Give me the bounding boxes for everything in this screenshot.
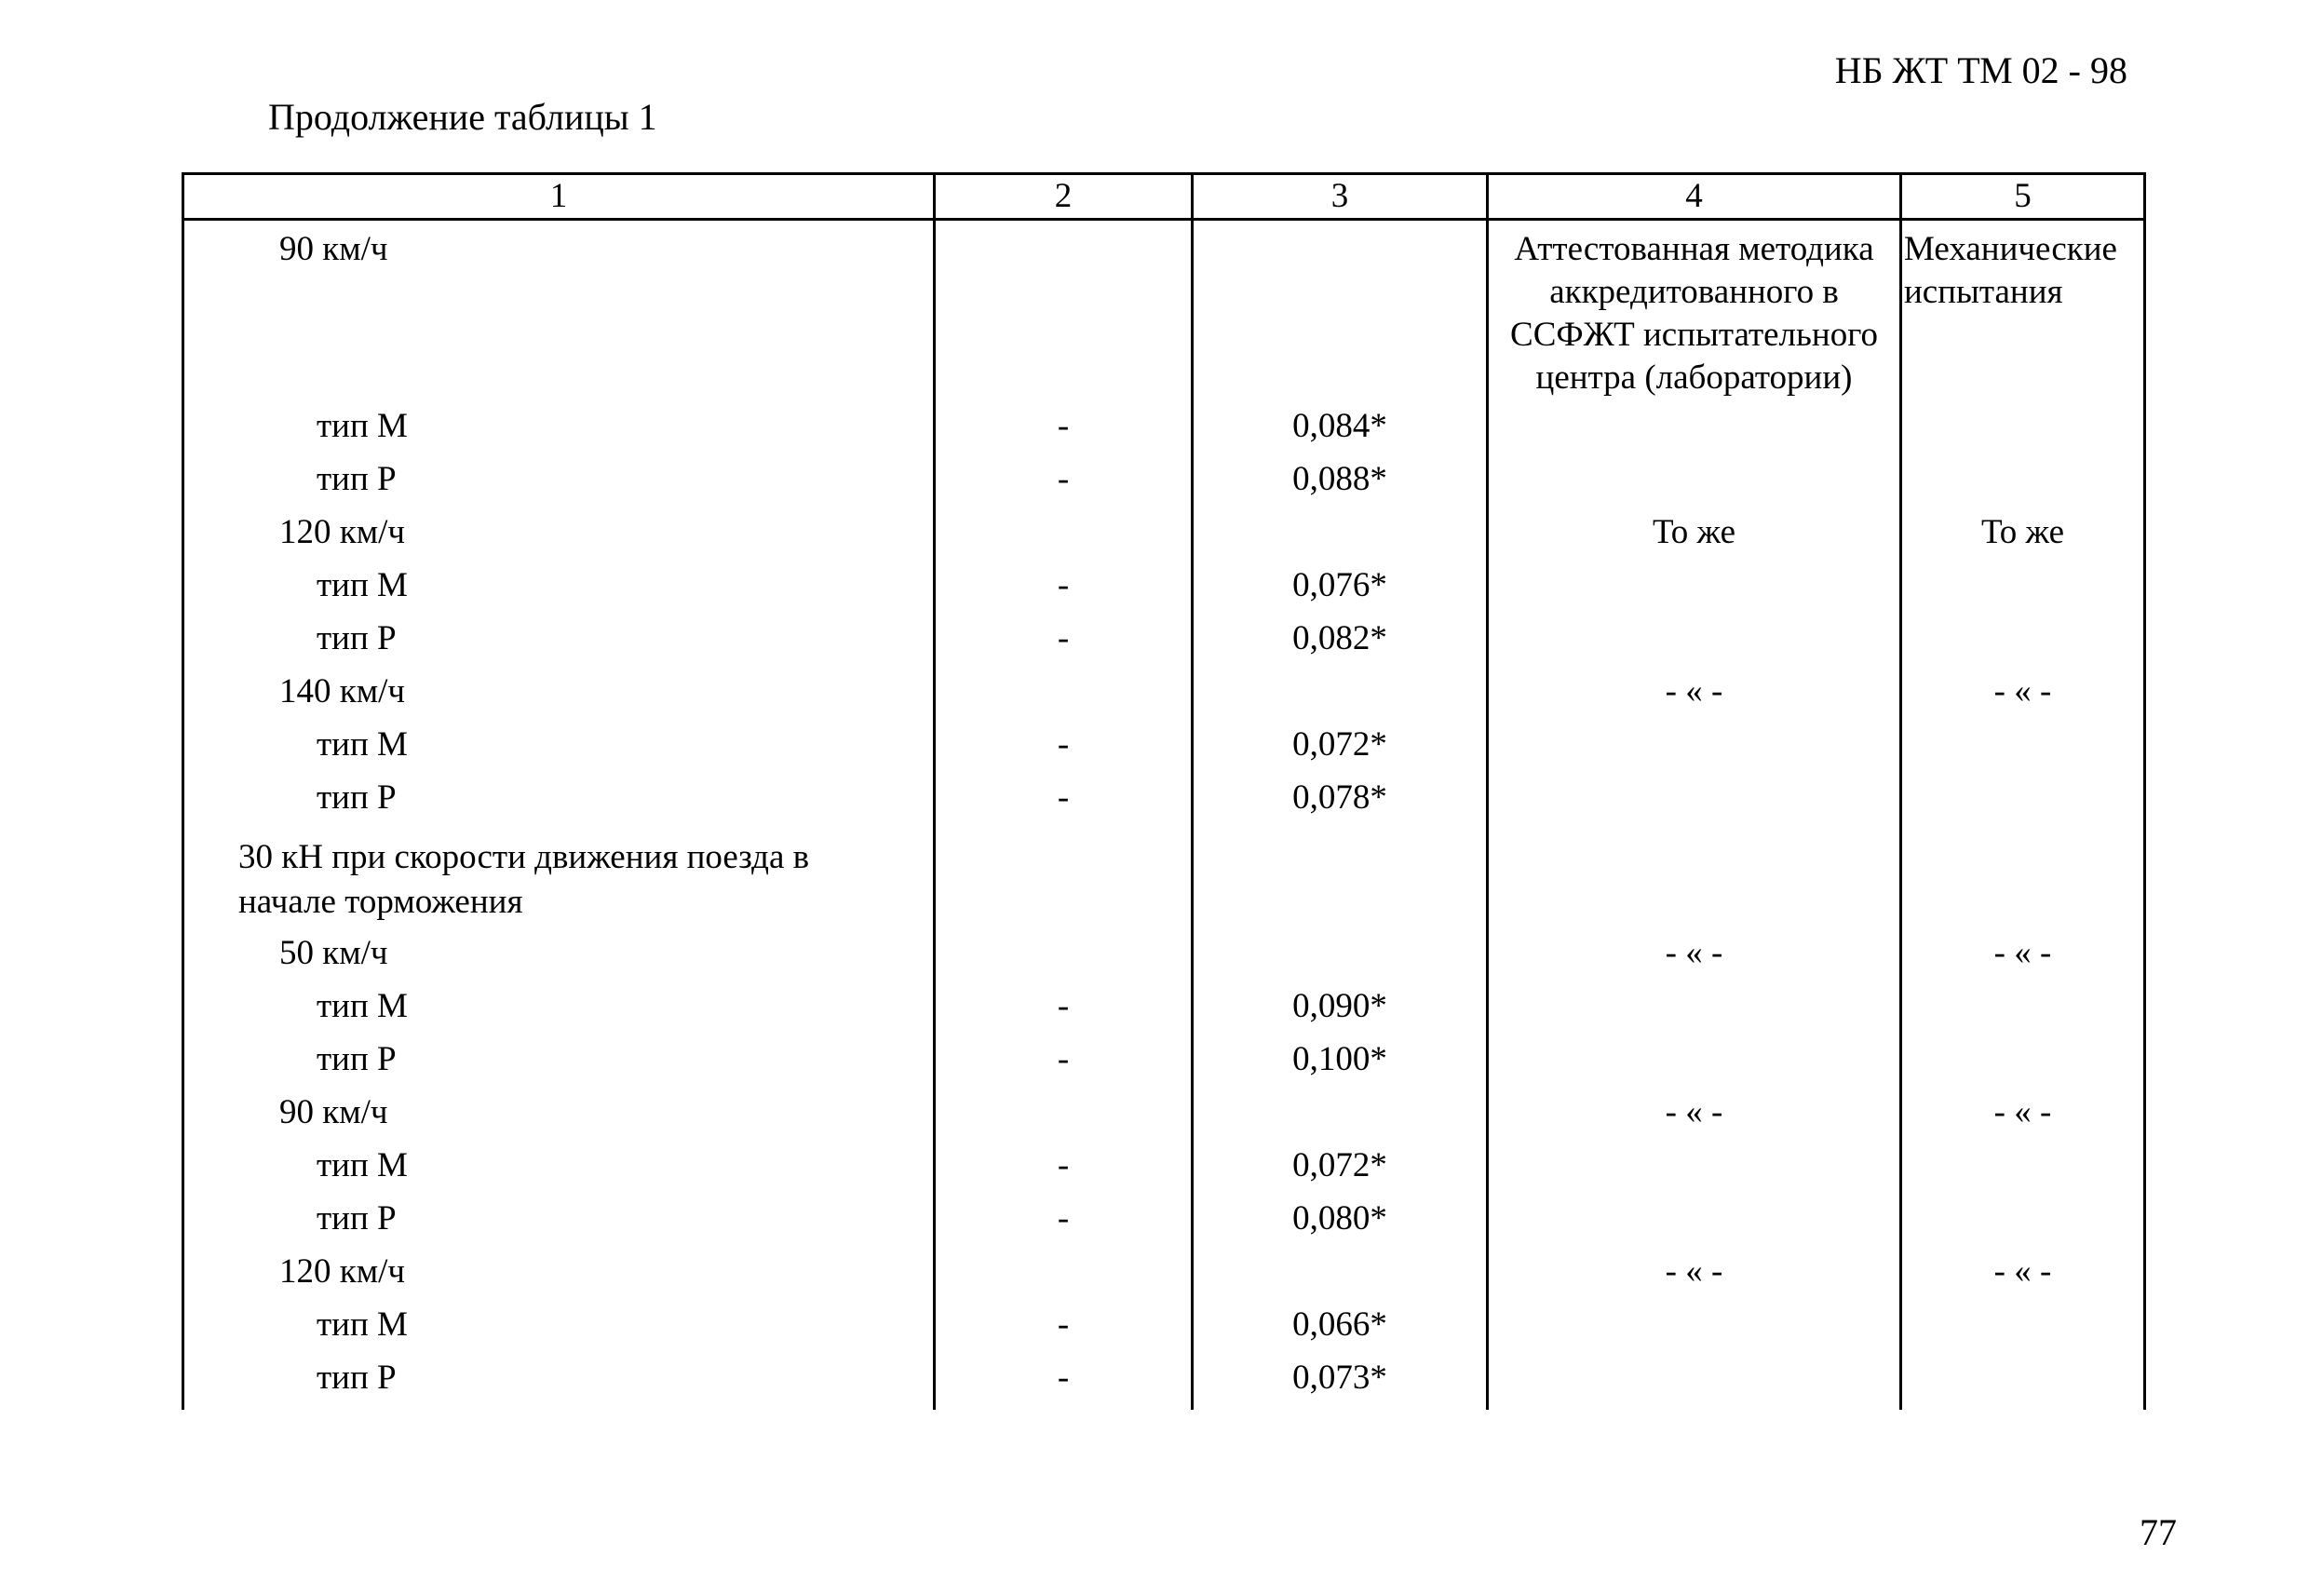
table-row [183, 670, 2145, 724]
cell-col5 [1901, 405, 2145, 458]
cell-col5: - « - [1901, 1251, 2145, 1304]
test-method-cell: Аттестованная методика аккредитованного в ССФЖТ испытательного центра (лаборатории) [1488, 220, 1901, 406]
type-label: тип М [183, 405, 935, 458]
specs-table [182, 172, 2146, 1410]
cell-value: 0,072* [1193, 1144, 1488, 1197]
table-row [183, 724, 2145, 777]
type-label: тип Р [183, 1197, 935, 1251]
table-continuation-caption: Продолжение таблицы 1 [268, 96, 657, 138]
table-row [183, 220, 2145, 406]
cell-value: 0,076* [1193, 564, 1488, 617]
cell-value: 0,100* [1193, 1038, 1488, 1091]
cell-col5 [1901, 1304, 2145, 1357]
cell-value [1193, 1091, 1488, 1144]
cell-col5: То же [1901, 511, 2145, 564]
type-label: тип Р [183, 1357, 935, 1410]
cell-col4 [1488, 405, 1901, 458]
cell-col2 [935, 1251, 1193, 1304]
table-row [183, 1357, 2145, 1410]
table-row [183, 1038, 2145, 1091]
type-label: тип М [183, 1304, 935, 1357]
table-row [183, 1304, 2145, 1357]
cell-col4 [1488, 985, 1901, 1038]
cell-value: 0,088* [1193, 458, 1488, 511]
cell-col4 [1488, 617, 1901, 670]
cell-col2: - [935, 458, 1193, 511]
type-label: тип Р [183, 458, 935, 511]
load-section-title: 30 кН при скорости движения поезда в начале торможения [183, 830, 935, 932]
cell-col2: - [935, 1038, 1193, 1091]
type-label: тип М [183, 1144, 935, 1197]
table-row [183, 564, 2145, 617]
cell-col5 [1901, 564, 2145, 617]
cell-col4: - « - [1488, 932, 1901, 985]
table-row [183, 932, 2145, 985]
table-row [183, 1144, 2145, 1197]
cell-col5 [1901, 777, 2145, 830]
type-label: тип М [183, 985, 935, 1038]
cell-col5 [1901, 1357, 2145, 1410]
column-header-3: 3 [1193, 174, 1488, 220]
cell-col4 [1488, 1304, 1901, 1357]
cell-col2: - [935, 1144, 1193, 1197]
speed-label: 90 км/ч [183, 1091, 935, 1144]
cell-col2 [935, 670, 1193, 724]
table-row [183, 617, 2145, 670]
page-number: 77 [2140, 1511, 2177, 1553]
type-label: тип Р [183, 1038, 935, 1091]
cell-value [1193, 670, 1488, 724]
cell-value [1193, 220, 1488, 406]
cell-col4 [1488, 1357, 1901, 1410]
cell-col2 [935, 830, 1193, 932]
cell-col5 [1901, 985, 2145, 1038]
cell-col4 [1488, 1144, 1901, 1197]
cell-col2 [935, 511, 1193, 564]
cell-value: 0,090* [1193, 985, 1488, 1038]
cell-col4 [1488, 777, 1901, 830]
cell-col2: - [935, 1197, 1193, 1251]
test-type-cell: Механические испытания [1901, 220, 2145, 406]
cell-col5 [1901, 1197, 2145, 1251]
table-row [183, 830, 2145, 932]
cell-col4 [1488, 724, 1901, 777]
cell-col2 [935, 220, 1193, 406]
column-header-1: 1 [183, 174, 935, 220]
cell-value: 0,072* [1193, 724, 1488, 777]
cell-col2 [935, 932, 1193, 985]
cell-value: 0,080* [1193, 1197, 1488, 1251]
cell-col5 [1901, 617, 2145, 670]
cell-col4: - « - [1488, 1091, 1901, 1144]
cell-col2: - [935, 724, 1193, 777]
cell-col2: - [935, 985, 1193, 1038]
column-header-4: 4 [1488, 174, 1901, 220]
document-code: НБ ЖТ ТМ 02 - 98 [1834, 49, 2127, 91]
cell-col4 [1488, 458, 1901, 511]
cell-col2: - [935, 564, 1193, 617]
table-header-row [183, 174, 2145, 220]
cell-col5 [1901, 1038, 2145, 1091]
speed-label: 120 км/ч [183, 1251, 935, 1304]
speed-label: 90 км/ч [183, 220, 935, 406]
type-label: тип Р [183, 777, 935, 830]
cell-col2: - [935, 1357, 1193, 1410]
speed-label: 50 км/ч [183, 932, 935, 985]
table-row [183, 1251, 2145, 1304]
cell-value [1193, 1251, 1488, 1304]
cell-col5 [1901, 1144, 2145, 1197]
type-label: тип М [183, 724, 935, 777]
cell-col2: - [935, 617, 1193, 670]
cell-value [1193, 932, 1488, 985]
cell-value: 0,073* [1193, 1357, 1488, 1410]
cell-col5 [1901, 458, 2145, 511]
cell-value: 0,078* [1193, 777, 1488, 830]
cell-col4: То же [1488, 511, 1901, 564]
table-row [183, 1091, 2145, 1144]
table-row [183, 985, 2145, 1038]
cell-col5: - « - [1901, 932, 2145, 985]
cell-value [1193, 511, 1488, 564]
cell-value: 0,066* [1193, 1304, 1488, 1357]
cell-col2 [935, 1091, 1193, 1144]
cell-col5 [1901, 830, 2145, 932]
column-header-5: 5 [1901, 174, 2145, 220]
cell-col4: - « - [1488, 1251, 1901, 1304]
cell-value [1193, 830, 1488, 932]
cell-col2: - [935, 405, 1193, 458]
speed-label: 120 км/ч [183, 511, 935, 564]
cell-value: 0,084* [1193, 405, 1488, 458]
type-label: тип Р [183, 617, 935, 670]
cell-value: 0,082* [1193, 617, 1488, 670]
cell-col4 [1488, 564, 1901, 617]
cell-col4 [1488, 1197, 1901, 1251]
table-row [183, 458, 2145, 511]
type-label: тип М [183, 564, 935, 617]
table-row [183, 1197, 2145, 1251]
column-header-2: 2 [935, 174, 1193, 220]
table-row [183, 511, 2145, 564]
table-row [183, 405, 2145, 458]
cell-col2: - [935, 1304, 1193, 1357]
speed-label: 140 км/ч [183, 670, 935, 724]
table-row [183, 777, 2145, 830]
cell-col5: - « - [1901, 670, 2145, 724]
cell-col5 [1901, 724, 2145, 777]
cell-col4 [1488, 1038, 1901, 1091]
cell-col2: - [935, 777, 1193, 830]
cell-col4 [1488, 830, 1901, 932]
cell-col5: - « - [1901, 1091, 2145, 1144]
cell-col4: - « - [1488, 670, 1901, 724]
